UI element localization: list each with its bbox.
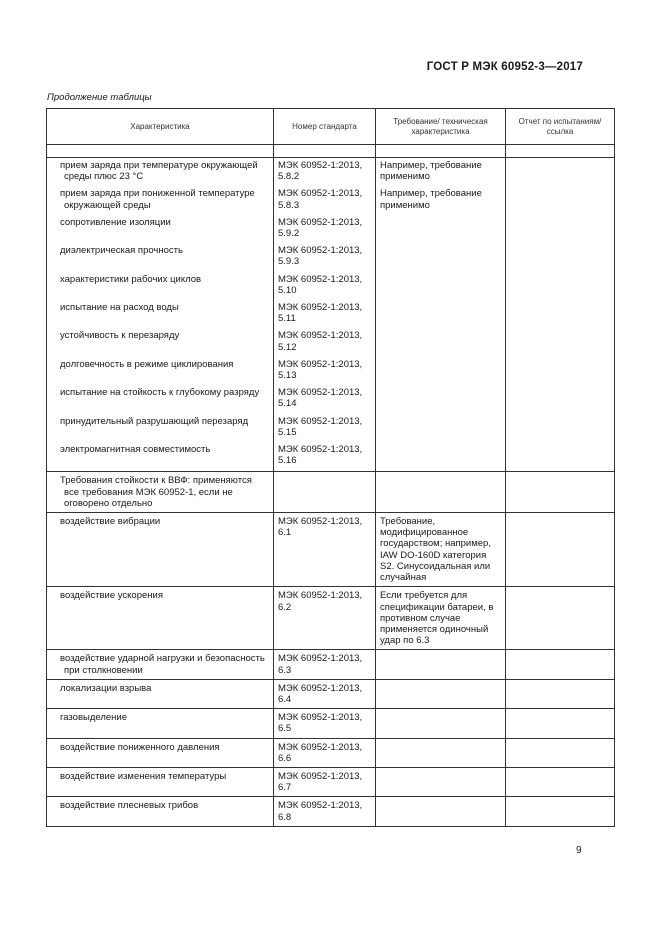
- report-cell: [506, 215, 615, 243]
- standard-cell: МЭК 60952-1:2013, 6.4: [274, 679, 376, 708]
- requirement-cell: Например, требование применимо: [376, 186, 506, 214]
- section-requirement: [376, 472, 506, 513]
- requirement-cell: [376, 679, 506, 708]
- requirement-cell: [376, 414, 506, 442]
- report-cell: [506, 300, 615, 328]
- characteristic-cell: прием заряда при температуре окружающей среды плюс 23 °С: [47, 158, 274, 187]
- requirement-cell: [376, 442, 506, 472]
- table-row: [47, 215, 615, 243]
- report-cell: [506, 650, 615, 679]
- report-cell: [506, 442, 615, 472]
- continuation-label: Продолжение таблицы: [47, 92, 152, 103]
- table-row: [47, 300, 615, 328]
- standard-cell: МЭК 60952-1:2013, 5.16: [274, 442, 376, 472]
- table-row: [47, 679, 615, 708]
- requirement-cell: [376, 738, 506, 767]
- characteristic-cell: испытание на расход воды: [47, 300, 274, 328]
- characteristic-cell: воздействие пониженного давления: [47, 738, 274, 767]
- standard-cell: МЭК 60952-1:2013, 5.14: [274, 385, 376, 413]
- table-row: [47, 357, 615, 385]
- section-row: [47, 472, 615, 513]
- standard-cell: МЭК 60952-1:2013, 5.9.2: [274, 215, 376, 243]
- header-spacer-row: [47, 145, 615, 158]
- characteristic-cell: электромагнитная совместимость: [47, 442, 274, 472]
- requirement-cell: Требование, модифицированное государством; например, IAW DO-160D категория S2. Синусоидальная или случайная: [376, 513, 506, 587]
- report-cell: [506, 797, 615, 826]
- standard-cell: МЭК 60952-1:2013, 5.10: [274, 272, 376, 300]
- characteristic-cell: локализации взрыва: [47, 679, 274, 708]
- requirement-cell: [376, 272, 506, 300]
- table-row: [47, 272, 615, 300]
- table-header-row: [47, 109, 615, 145]
- requirement-cell: [376, 709, 506, 738]
- standard-cell: МЭК 60952-1:2013, 6.5: [274, 709, 376, 738]
- characteristic-cell: воздействие ускорения: [47, 587, 274, 650]
- characteristic-cell: сопротивление изоляции: [47, 215, 274, 243]
- report-cell: [506, 243, 615, 271]
- table-row: [47, 767, 615, 796]
- requirement-cell: [376, 215, 506, 243]
- report-cell: [506, 709, 615, 738]
- table-row: [47, 414, 615, 442]
- standard-cell: МЭК 60952-1:2013, 5.15: [274, 414, 376, 442]
- characteristic-cell: диэлектрическая прочность: [47, 243, 274, 271]
- spec-table: [46, 108, 615, 827]
- table-row: [47, 709, 615, 738]
- report-cell: [506, 328, 615, 356]
- table-row: [47, 243, 615, 271]
- table-row: [47, 513, 615, 587]
- requirement-cell: [376, 357, 506, 385]
- characteristic-cell: долговечность в режиме циклирования: [47, 357, 274, 385]
- environmental-block: [47, 472, 615, 826]
- characteristic-cell: газовыделение: [47, 709, 274, 738]
- standard-cell: МЭК 60952-1:2013, 6.6: [274, 738, 376, 767]
- col-header-requirement: Требование/ техническая характеристика: [376, 109, 506, 145]
- characteristic-cell: характеристики рабочих циклов: [47, 272, 274, 300]
- requirement-cell: [376, 300, 506, 328]
- table-row: [47, 587, 615, 650]
- standard-cell: МЭК 60952-1:2013, 5.11: [274, 300, 376, 328]
- standard-cell: МЭК 60952-1:2013, 5.8.2: [274, 158, 376, 187]
- requirement-cell: [376, 328, 506, 356]
- requirement-cell: [376, 797, 506, 826]
- characteristic-cell: устойчивость к перезаряду: [47, 328, 274, 356]
- standard-cell: МЭК 60952-1:2013, 5.12: [274, 328, 376, 356]
- standard-cell: МЭК 60952-1:2013, 6.7: [274, 767, 376, 796]
- table-row: [47, 738, 615, 767]
- table-row: [47, 442, 615, 472]
- characteristic-cell: воздействие ударной нагрузки и безопасность при столкновении: [47, 650, 274, 679]
- requirement-cell: [376, 243, 506, 271]
- report-cell: [506, 414, 615, 442]
- report-cell: [506, 767, 615, 796]
- table-row: [47, 797, 615, 826]
- requirement-cell: [376, 385, 506, 413]
- col-header-standard: Номер стандарта: [274, 109, 376, 145]
- table-row: [47, 158, 615, 187]
- table-row: [47, 186, 615, 214]
- report-cell: [506, 587, 615, 650]
- standard-cell: МЭК 60952-1:2013, 6.1: [274, 513, 376, 587]
- requirement-cell: [376, 767, 506, 796]
- section-characteristic: Требования стойкости к ВВФ: применяются все требования МЭК 60952-1, если не оговорено отдельно: [47, 472, 274, 513]
- standard-cell: МЭК 60952-1:2013, 6.8: [274, 797, 376, 826]
- col-header-report: Отчет по испытаниям/ ссылка: [506, 109, 615, 145]
- standard-cell: МЭК 60952-1:2013, 5.13: [274, 357, 376, 385]
- characteristic-cell: воздействие вибрации: [47, 513, 274, 587]
- section-report: [506, 472, 615, 513]
- characteristic-cell: прием заряда при пониженной температуре окружающей среды: [47, 186, 274, 214]
- section-standard: [274, 472, 376, 513]
- standard-cell: МЭК 60952-1:2013, 5.9.3: [274, 243, 376, 271]
- document-id: ГОСТ Р МЭК 60952-3—2017: [426, 61, 583, 73]
- items-block: [47, 158, 615, 472]
- characteristic-cell: принудительный разрушающий перезаряд: [47, 414, 274, 442]
- characteristic-cell: испытание на стойкость к глубокому разряду: [47, 385, 274, 413]
- table-row: [47, 385, 615, 413]
- report-cell: [506, 385, 615, 413]
- page-number: 9: [576, 845, 582, 856]
- standard-cell: МЭК 60952-1:2013, 6.2: [274, 587, 376, 650]
- characteristic-cell: воздействие изменения температуры: [47, 767, 274, 796]
- table-row: [47, 650, 615, 679]
- requirement-cell: Например, требование применимо: [376, 158, 506, 187]
- report-cell: [506, 357, 615, 385]
- report-cell: [506, 272, 615, 300]
- col-header-characteristic: Характеристика: [47, 109, 274, 145]
- report-cell: [506, 186, 615, 214]
- report-cell: [506, 158, 615, 187]
- report-cell: [506, 738, 615, 767]
- report-cell: [506, 679, 615, 708]
- standard-cell: МЭК 60952-1:2013, 5.8.3: [274, 186, 376, 214]
- characteristic-cell: воздействие плесневых грибов: [47, 797, 274, 826]
- standard-cell: МЭК 60952-1:2013, 6.3: [274, 650, 376, 679]
- requirement-cell: Если требуется для спецификации батареи, в противном случае применяется одиночный удар по 6.3: [376, 587, 506, 650]
- table-row: [47, 328, 615, 356]
- requirement-cell: [376, 650, 506, 679]
- report-cell: [506, 513, 615, 587]
